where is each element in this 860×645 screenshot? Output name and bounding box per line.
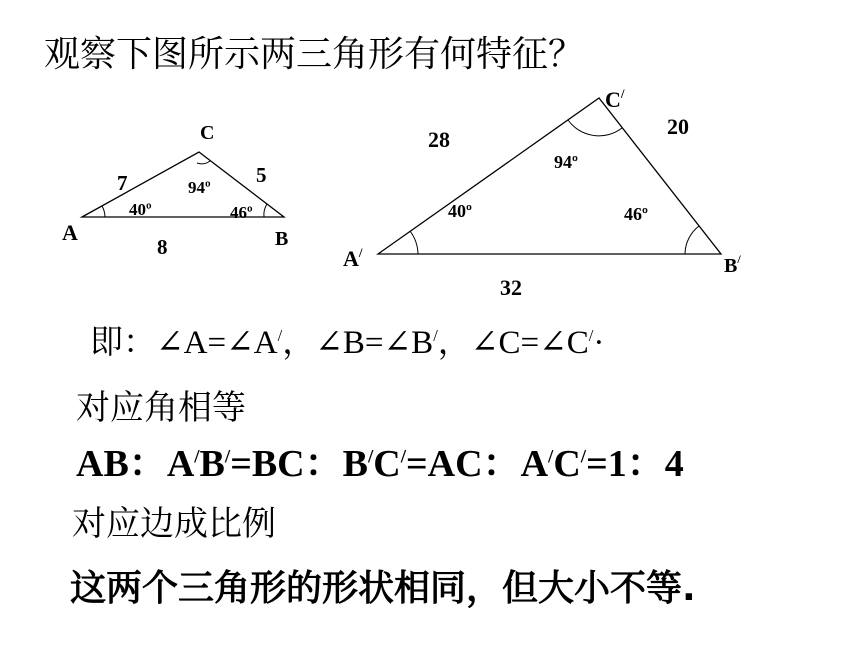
angle-conclusion: 对应角相等 <box>76 388 246 428</box>
large-vertex-c: C/ <box>605 86 625 112</box>
angle-symbol: ∠ <box>315 325 343 361</box>
final-conclusion: 这两个三角形的形状相同，但大小不等. <box>70 568 696 609</box>
angle-symbol: ∠ <box>470 325 499 361</box>
page-title: 观察下图所示两三角形有何特征？ <box>44 34 585 75</box>
angle-symbol: ∠ <box>383 325 412 361</box>
side-conclusion: 对应边成比例 <box>72 504 276 544</box>
large-angle-b-arc <box>685 226 699 254</box>
angle-symbol: ∠ <box>226 325 254 361</box>
small-triangle <box>62 122 288 259</box>
large-angle-a: 40º <box>448 201 472 221</box>
angle-symbol: ∠ <box>156 325 184 361</box>
large-triangle <box>343 86 741 300</box>
small-angle-a-arc <box>102 206 105 217</box>
angle-symbol: ∠ <box>539 325 567 361</box>
small-angle-b-arc <box>264 204 267 217</box>
small-vertex-b: B <box>275 228 289 250</box>
small-vertex-a: A <box>62 220 78 245</box>
large-vertex-a: A/ <box>343 245 363 271</box>
large-angle-a-arc <box>410 231 418 254</box>
large-side-bc: 20 <box>667 114 689 139</box>
large-side-ab: 32 <box>500 275 522 300</box>
large-angle-c: 94º <box>554 152 578 172</box>
small-angle-c-arc <box>197 161 210 164</box>
small-angle-b: 46º <box>230 203 253 222</box>
small-angle-a: 40º <box>129 200 152 219</box>
small-side-bc: 5 <box>256 163 267 187</box>
small-angle-c: 94º <box>188 178 211 197</box>
small-side-ab: 8 <box>157 235 168 259</box>
angle-equality-line: 即：∠A=∠A/，∠B=∠B/，∠C=∠C/· <box>90 325 605 361</box>
small-vertex-c: C <box>200 122 215 144</box>
ratio-line: AB：A/B/=BC：B/C/=AC：A/C/=1：4 <box>76 443 684 485</box>
large-angle-c-arc <box>568 120 622 136</box>
small-triangle-outline <box>82 152 284 217</box>
small-side-ac: 7 <box>117 171 128 195</box>
equality-prefix: 即： <box>90 325 156 361</box>
large-vertex-b: B/ <box>724 252 741 277</box>
large-angle-b: 46º <box>624 204 648 224</box>
large-side-ac: 28 <box>428 127 450 152</box>
